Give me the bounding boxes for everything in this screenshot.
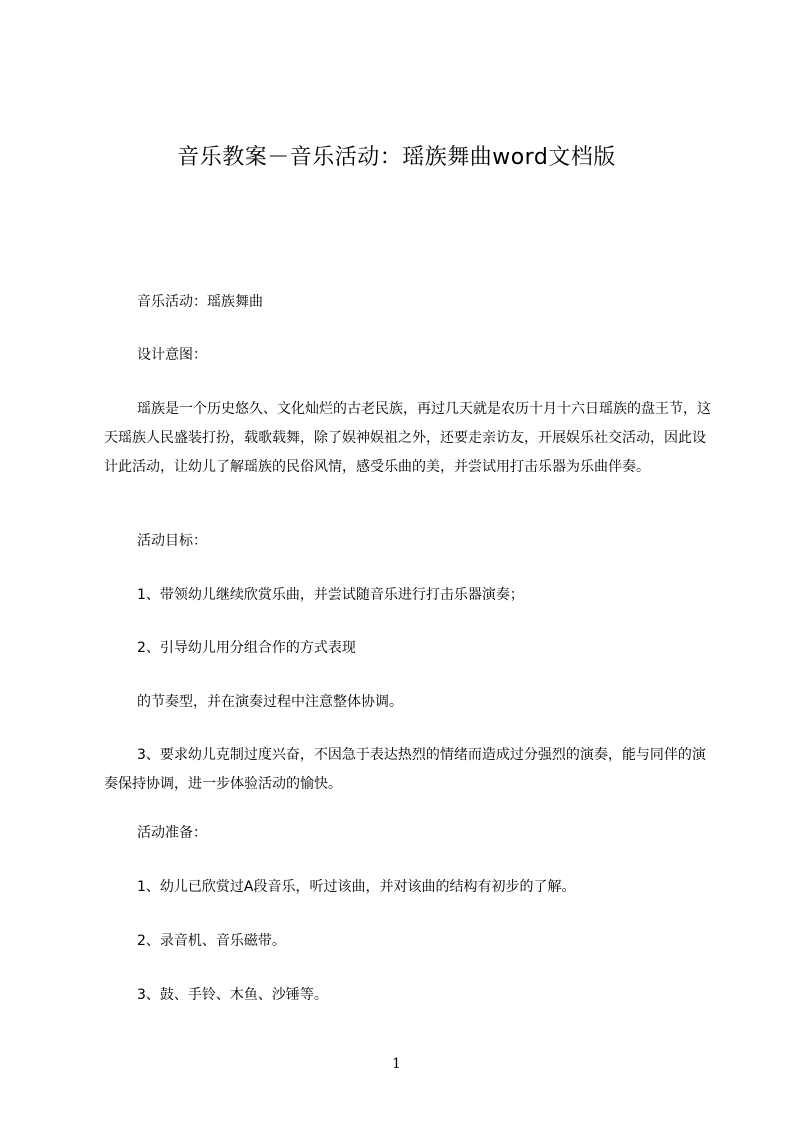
prep-2: 2、录音机、音乐磁带。	[137, 933, 286, 949]
design-paragraph: 瑶族是一个历史悠久、文化灿烂的古老民族，再过几天就是农历十月十六日瑶族的盘王节，这天瑶族人民盛装打扮，载歌载舞，除了娱神娱祖之外，还要走亲访友，开展娱乐社交活动，因此设计此活动，让幼儿了解瑶族的民俗风情，感受乐曲的美，并尝试用打击乐器为乐曲伴奏。	[104, 401, 711, 475]
goal-1: 1、带领幼儿继续欣赏乐曲，并尝试随音乐进行打击乐器演奏；	[137, 587, 524, 603]
document-title: 音乐教案－音乐活动：瑶族舞曲word文档版	[177, 145, 616, 170]
prep-1: 1、幼儿已欣赏过A段音乐，听过该曲，并对该曲的结构有初步的了解。	[137, 879, 576, 895]
heading-prep: 活动准备：	[137, 825, 207, 841]
heading-goals: 活动目标：	[137, 533, 207, 549]
heading-activity: 音乐活动：瑶族舞曲	[137, 294, 263, 310]
page-number: 1	[392, 1056, 401, 1072]
goal-3: 3、要求幼儿克制过度兴奋，不因急于表达热烈的情绪而造成过分强烈的演奏，能与同伴的演奏保持协调，进一步体验活动的愉快。	[104, 747, 706, 792]
prep-3: 3、鼓、手铃、木鱼、沙锤等。	[137, 987, 328, 1003]
heading-design: 设计意图：	[137, 347, 207, 363]
goal-2-line-2: 的节奏型，并在演奏过程中注意整体协调。	[137, 694, 403, 710]
goal-2-line-1: 2、引导幼儿用分组合作的方式表现	[137, 640, 356, 656]
